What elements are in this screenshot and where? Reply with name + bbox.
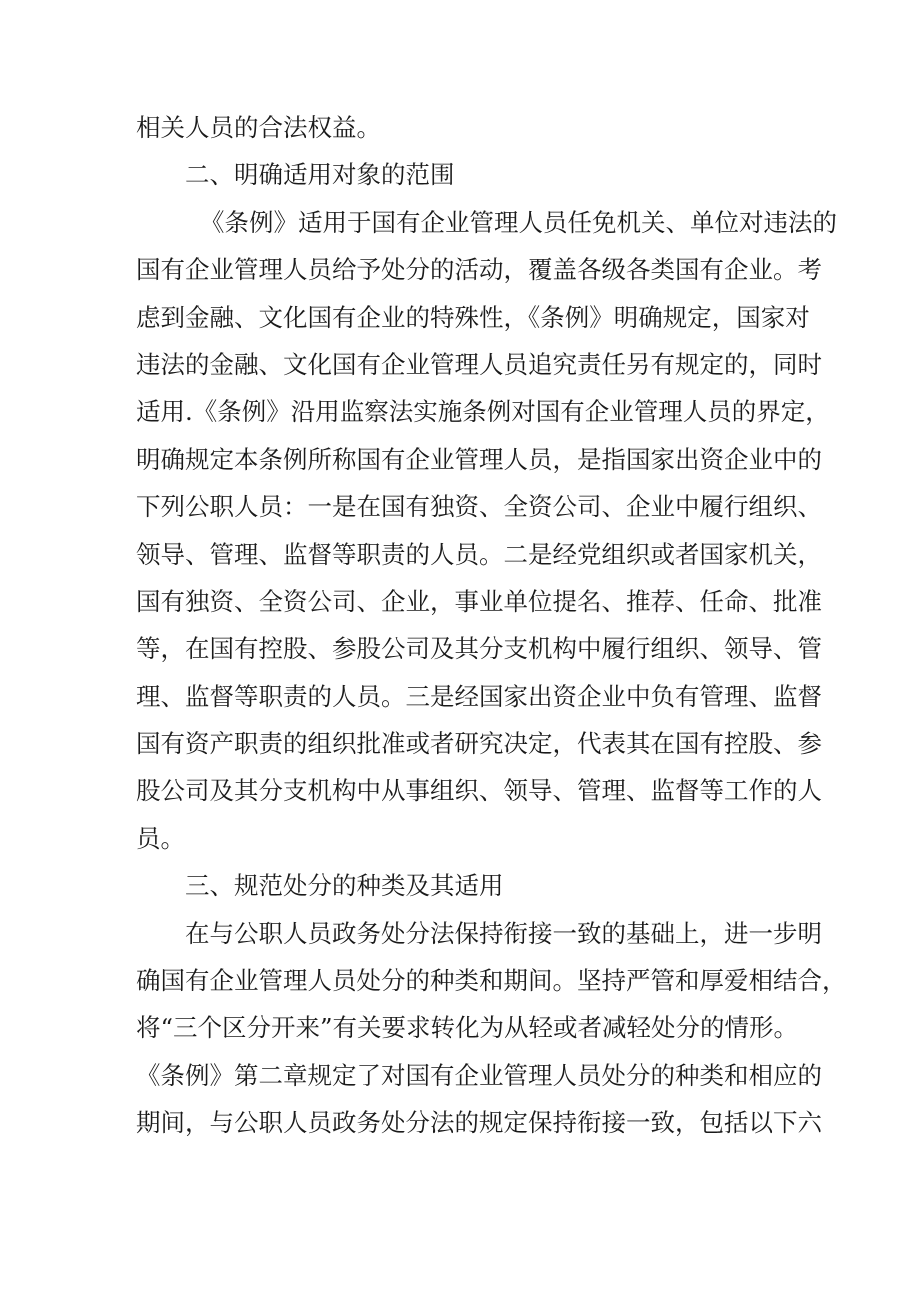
paragraph-line: 确国有企业管理人员处分的种类和期间。坚持严管和厚爱相结合，: [136, 966, 847, 996]
paragraph-line: 理、监督等职责的人员。三是经国家出资企业中负有管理、监督: [136, 681, 822, 711]
paragraph-line: 在与公职人员政务处分法保持衔接一致的基础上，进一步明: [185, 918, 822, 948]
paragraph-line: 国有独资、全资公司、企业，事业单位提名、推荐、任命、批准: [136, 586, 822, 616]
paragraph-line: 等，在国有控股、参股公司及其分支机构中履行组织、领导、管: [136, 634, 822, 664]
section-heading: 三、规范处分的种类及其适用: [185, 871, 504, 901]
paragraph-line: 《条例》第二章规定了对国有企业管理人员处分的种类和相应的: [136, 1060, 822, 1090]
paragraph-line: 相关人员的合法权益。: [136, 113, 381, 142]
document-body: [136, 104, 847, 1147]
paragraph-line: 违法的金融、文化国有企业管理人员追究责任另有规定的，同时: [136, 349, 822, 379]
paragraph-line: 明确规定本条例所称国有企业管理人员，是指国家出资企业中的: [136, 444, 822, 474]
paragraph-line: 虑到金融、文化国有企业的特殊性，《条例》明确规定，国家对: [136, 302, 810, 332]
paragraph-line: 《条例》适用于国有企业管理人员任免机关、单位对违法的: [200, 207, 837, 237]
paragraph-line: 期间，与公职人员政务处分法的规定保持衔接一致，包括以下六: [136, 1108, 822, 1138]
paragraph-line: 股公司及其分支机构中从事组织、领导、管理、监督等工作的人: [136, 776, 822, 806]
paragraph-line: 下列公职人员：一是在国有独资、全资公司、企业中履行组织、: [136, 492, 822, 522]
section-heading: 二、明确适用对象的范围: [185, 160, 455, 190]
paragraph-line: 领导、管理、监督等职责的人员。二是经党组织或者国家机关，: [136, 539, 822, 569]
paragraph-line: 将“三个区分开来”有关要求转化为从轻或者减轻处分的情形。: [136, 1013, 799, 1043]
paragraph-line: 国有企业管理人员给予处分的活动，覆盖各级各类国有企业。考: [136, 255, 822, 285]
paragraph-line: 适用.《条例》沿用监察法实施条例对国有企业管理人员的界定，: [136, 397, 830, 427]
paragraph-line: 员。: [136, 823, 185, 853]
paragraph-line: 国有资产职责的组织批准或者研究决定，代表其在国有控股、参: [136, 729, 822, 759]
